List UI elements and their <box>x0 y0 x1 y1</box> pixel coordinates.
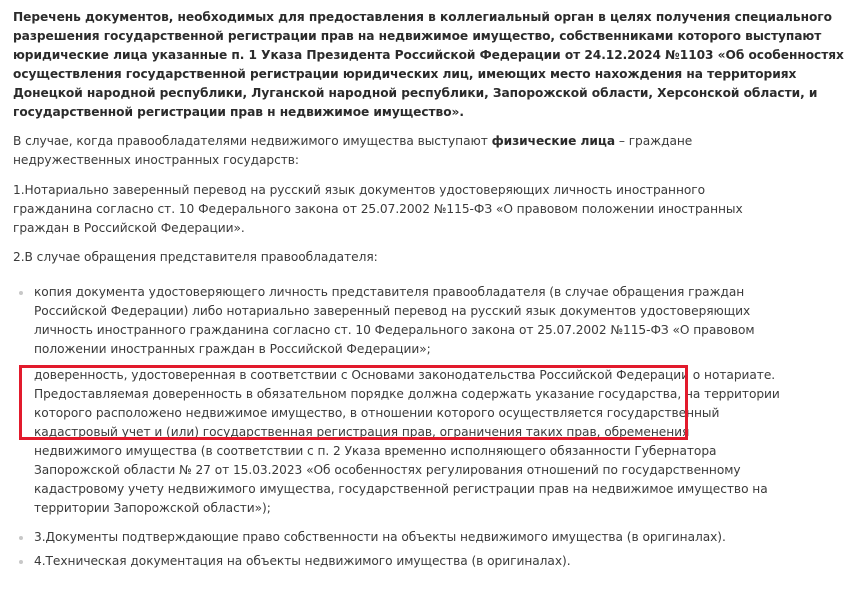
intro-line-5: Донецкой народной республики, Луганской народной республики, Запорожской области, Херсонской области, и <box>13 86 818 100</box>
case-bold-term: физические лица <box>491 134 615 148</box>
intro-line-2: разрешения государственной регистрации прав на недвижимое имущество, собственниками которого выступают <box>13 29 822 43</box>
bullet2-line-1: доверенность, удостоверенная в соответствии с Основами законодательства Российской Федерации о нотариате. <box>34 368 776 382</box>
item4-line-1: 4.Техническая документация на объекты недвижимого имущества (в оригиналах). <box>34 554 571 568</box>
intro-line-3: юридические лица указанные п. 1 Указа Президента Российской Федерации от 24.12.2024 №1103 «Об особенностях <box>13 48 844 62</box>
item2-line-1: 2.В случае обращения представителя правообладателя: <box>13 250 378 264</box>
bullet2-line-5: недвижимого имущества (в соответствии с п. 2 Указа временно исполняющего обязанности Губернатора <box>34 444 717 458</box>
bullet1-line-3: личность иностранного гражданина согласно ст. 10 Федерального закона от 25.07.2002 №115-ФЗ «О правовом <box>34 323 755 337</box>
bullet2-line-2: Предоставляемая доверенность в обязательном порядке должна содержать указание государства, на территории <box>34 387 780 401</box>
bullet1-line-2: Российской Федерации) либо нотариально заверенный перевод на русский язык документов удостоверяющих <box>34 304 751 318</box>
case-text-part-2: – граждане <box>615 134 693 148</box>
item1-line-1: 1.Нотариально заверенный перевод на русский язык документов удостоверяющих личность иностранного <box>13 183 706 197</box>
bullet-dot <box>19 536 23 540</box>
bullet-dot <box>19 291 23 295</box>
intro-line-4: осуществления государственной регистрации юридических лиц, имеющих место нахождения на территориях <box>13 67 797 81</box>
case-line-2: недружественных иностранных государств: <box>13 153 299 167</box>
item1-line-3: граждан в Российской Федерации». <box>13 221 245 235</box>
bullet2-line-3: которого расположено недвижимое имущество, в отношении которого осуществляется государственный <box>34 406 720 420</box>
case-text-part-1: В случае, когда правообладателями недвижимого имущества выступают <box>13 134 492 148</box>
bullet-dot <box>19 560 23 564</box>
intro-line-1: Перечень документов, необходимых для предоставления в коллегиальный орган в целях получения специального <box>13 10 832 24</box>
item1-line-2: гражданина согласно ст. 10 Федерального закона от 25.07.2002 №115-ФЗ «О правовом положении иностранных <box>13 202 743 216</box>
case-line-1 <box>13 132 692 150</box>
bullet2-line-8: территории Запорожской области»); <box>34 501 271 515</box>
bullet1-line-4: положении иностранных граждан в Российской Федерации»; <box>34 342 431 356</box>
bullet2-line-7: кадастровому учету недвижимого имущества, государственной регистрации прав на недвижимое имущество на <box>34 482 768 496</box>
item3-line-1: 3.Документы подтверждающие право собственности на объекты недвижимого имущества (в оригиналах). <box>34 530 726 544</box>
bullet1-line-1: копия документа удостоверяющего личность представителя правообладателя (в случае обращения граждан <box>34 285 745 299</box>
bullet2-line-4: кадастровый учет и (или) государственная регистрация прав, ограничения таких прав, обременения <box>34 425 690 439</box>
intro-line-6: государственной регистрации прав н недвижимое имущество». <box>13 105 464 119</box>
bullet2-line-6: Запорожской области № 27 от 15.03.2023 «Об особенностях регулирования отношений по государственному <box>34 463 741 477</box>
